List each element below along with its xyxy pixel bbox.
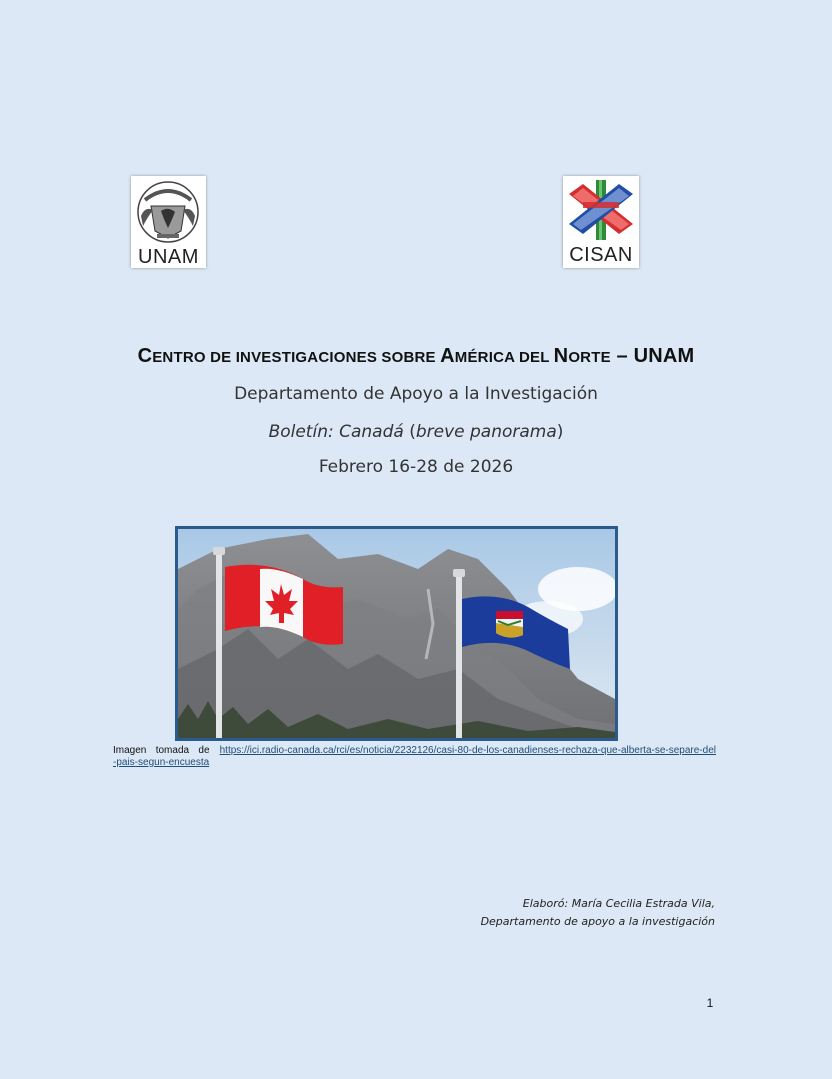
unam-logo-label: UNAM <box>138 246 199 268</box>
title-part-2: MÉRICA DEL <box>454 349 554 366</box>
cisan-logo <box>563 176 639 268</box>
title-initial-n: N <box>553 345 569 367</box>
bulletin-paren-close: ) <box>556 422 564 442</box>
author-credit <box>481 895 715 931</box>
image-caption <box>113 745 716 769</box>
bulletin-title <box>0 422 832 442</box>
flags-photo <box>175 526 618 741</box>
cisan-logo-label: CISAN <box>569 244 633 266</box>
canada-alberta-flags-photo-icon <box>178 529 615 738</box>
title-part-1: ENTRO DE INVESTIGACIONES SOBRE <box>152 349 441 366</box>
date-range: Febrero 16-28 de 2026 <box>318 457 514 477</box>
bulletin-subtitle: breve panorama <box>415 422 557 442</box>
page-title <box>0 345 832 368</box>
page-number: 1 <box>706 996 714 1010</box>
title-part-3: ORTE <box>568 349 611 366</box>
title-initial-c: C <box>137 345 153 367</box>
unam-seal-icon <box>131 176 206 246</box>
credit-author: Elaboró: María Cecilia Estrada Vila, <box>522 897 715 910</box>
caption-source-link[interactable]: https://ici.radio-canada.ca/rci/es/noticia/2232126/casi-80-de-los-canadienses-rechaza-que-alberta-se-separe-del-pais-segun-encuesta <box>113 745 716 768</box>
bulletin-paren-open: ( <box>403 422 416 442</box>
title-initial-a: A <box>440 345 455 367</box>
unam-logo <box>131 176 206 268</box>
department-name: Departamento de Apoyo a la Investigación <box>234 384 598 404</box>
credit-department: Departamento de apoyo a la investigación <box>480 915 715 928</box>
cisan-emblem-icon <box>563 176 639 244</box>
bulletin-title-main: Boletín: Canadá <box>268 422 404 442</box>
caption-prefix: Imagen tomada de <box>113 745 210 756</box>
title-suffix: – UNAM <box>610 345 695 367</box>
